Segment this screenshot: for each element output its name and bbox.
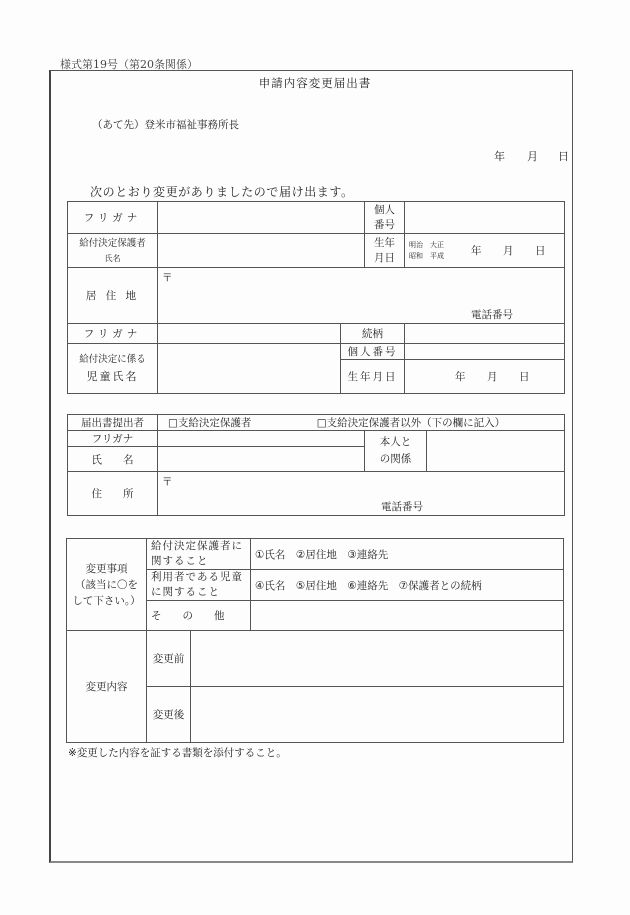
child-category-label: 利用者である児童 に関すること: [147, 570, 251, 601]
child-relation-field[interactable]: [405, 324, 565, 344]
form-number: 様式第19号（第20条関係）: [60, 58, 198, 71]
child-relation-label: 続柄: [341, 324, 405, 344]
child-change-options[interactable]: ④氏名 ⑤居住地 ⑥連絡先 ⑦保護者との続柄: [251, 570, 564, 601]
submitter-name-field[interactable]: [158, 447, 365, 472]
submitter-type-options: [158, 415, 565, 431]
submitter-relation-field[interactable]: [427, 431, 565, 472]
guardian-birth-field[interactable]: 明治 大正 昭和 平成 年 月 日: [405, 234, 565, 268]
other-category-label: そ の 他: [147, 601, 251, 631]
date-year-label: 年: [494, 150, 505, 163]
residence-label: 居 住 地: [68, 268, 158, 324]
guardian-name-field[interactable]: [158, 234, 365, 268]
child-furigana-field[interactable]: [158, 324, 341, 344]
change-content-label: 変更内容: [67, 631, 147, 743]
submitter-name-label: 氏 名: [68, 447, 158, 472]
changes-table: [66, 538, 564, 743]
form-title: 申請内容変更届出書: [258, 76, 372, 90]
guardian-furigana-field[interactable]: [158, 202, 365, 234]
option-other-checkbox[interactable]: □支給決定保護者以外（下の欄に記入）: [316, 417, 506, 429]
submitter-furigana-field[interactable]: [158, 431, 365, 447]
guardian-name-label: 給付決定保護者 氏名: [68, 234, 158, 268]
child-name-field[interactable]: [158, 344, 341, 394]
intro-text: 次のとおり変更がありましたので届け出ます。: [90, 185, 354, 199]
guardian-child-table: [67, 201, 565, 394]
child-furigana-label: フリガナ: [68, 324, 158, 344]
phone-label: 電話番号: [381, 501, 423, 513]
child-personal-no-field[interactable]: [405, 344, 565, 360]
after-label: 変更後: [147, 687, 191, 743]
change-items-label: 変更事項 （該当に〇を して下さい。）: [67, 539, 147, 631]
other-change-field[interactable]: [251, 601, 564, 631]
submitter-furigana-label: フリガナ: [68, 431, 158, 447]
guardian-furigana-label: フリガナ: [68, 202, 158, 234]
submitter-address-field[interactable]: [158, 472, 565, 516]
child-birth-label: 生年月日: [341, 360, 405, 394]
date-day-label: 日: [558, 150, 569, 163]
guardian-personal-no-label: 個人 番号: [365, 202, 405, 234]
submitter-label: 届出書提出者: [68, 415, 158, 431]
guardian-change-options[interactable]: ①氏名 ②居住地 ③連絡先: [251, 539, 564, 570]
guardian-category-label: 給付決定保護者に 関すること: [147, 539, 251, 570]
addressee: （あて先）登米市福祉事務所長: [92, 119, 239, 131]
phone-label: 電話番号: [471, 309, 513, 321]
postal-mark: 〒: [162, 476, 173, 488]
guardian-birth-label: 生年 月日: [365, 234, 405, 268]
before-label: 変更前: [147, 631, 191, 687]
child-personal-no-label: 個人番号: [341, 344, 405, 360]
submitter-table: [67, 414, 565, 516]
era-options-row2: 昭和 平成: [409, 251, 444, 260]
option-guardian-checkbox[interactable]: □支給決定保護者: [168, 417, 252, 429]
footer-note: ※変更した内容を証する書類を添付すること。: [68, 747, 287, 759]
child-birth-field[interactable]: 年 月 日: [405, 360, 565, 394]
after-field[interactable]: [191, 687, 564, 743]
submitter-relation-label: 本人と の関係: [365, 431, 427, 472]
date-month-label: 月: [527, 150, 538, 163]
child-name-label: 給付決定に係る 児童氏名: [68, 344, 158, 394]
guardian-personal-no-field[interactable]: [405, 202, 565, 234]
submitter-address-label: 住 所: [68, 472, 158, 516]
before-field[interactable]: [191, 631, 564, 687]
residence-field[interactable]: [158, 268, 565, 324]
postal-mark: 〒: [162, 272, 173, 284]
era-options-row1: 明治 大正: [409, 240, 444, 249]
